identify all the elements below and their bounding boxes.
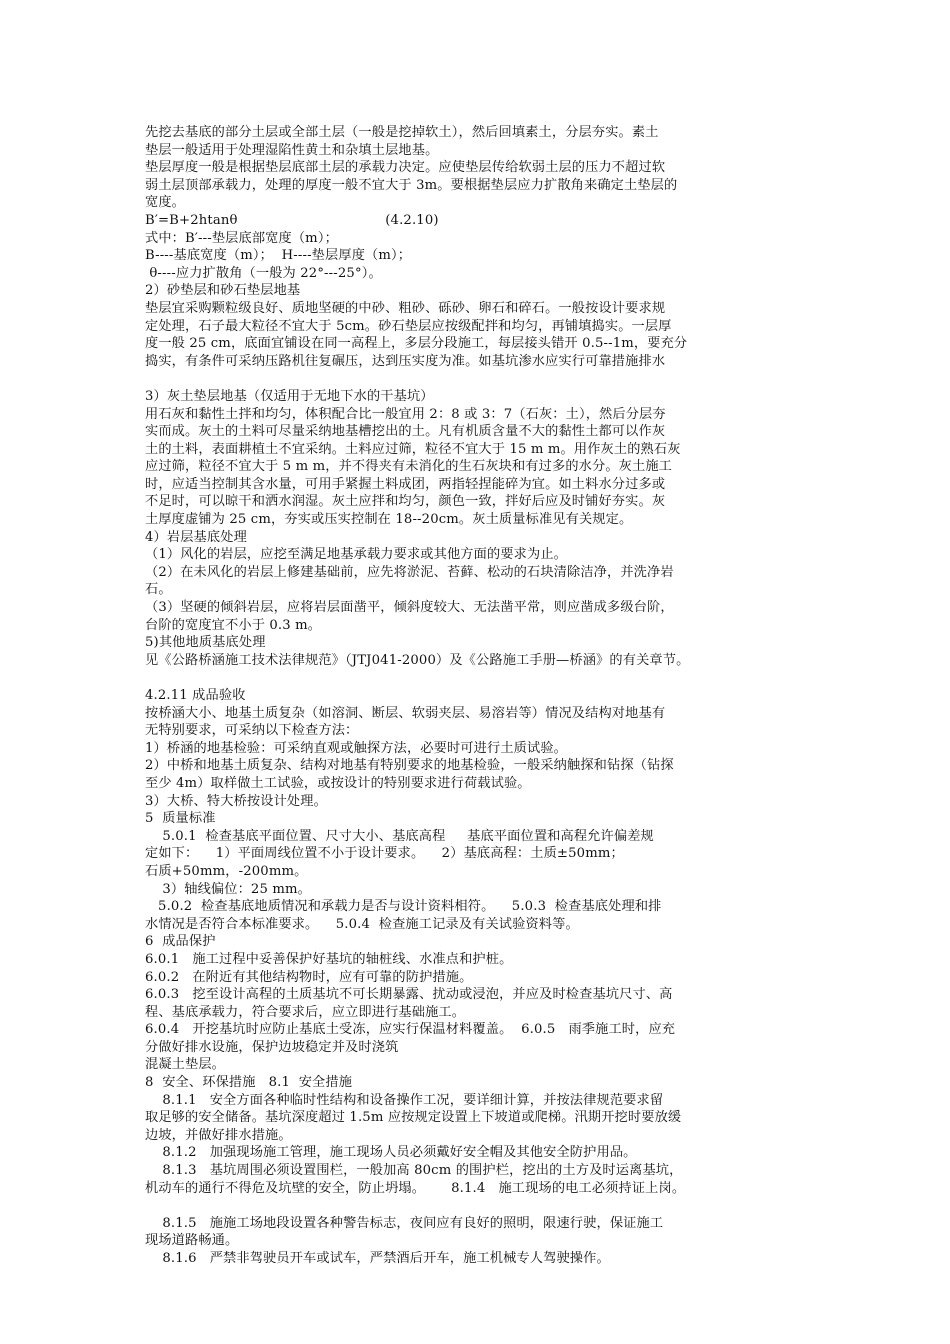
text-line: 6.0.4 开挖基坑时应防止基底土受冻，应实行保温材料覆盖。 6.0.5 雨季施工时，应充 xyxy=(145,1022,676,1038)
text-line: 石质+50mm，-200mm。 xyxy=(145,863,308,879)
text-line: 8.1.1 安全方面各种临时性结构和设备操作工况，要详细计算，并按法律规范要求留 xyxy=(145,1092,664,1108)
text-line: 1）桥涵的地基检验：可采纳直观或触探方法，必要时可进行土质试验。 xyxy=(145,740,567,756)
text-line: 8.1.5 施施工场地段设置各种警告标志，夜间应有良好的照明，限速行驶，保证施工 xyxy=(145,1215,664,1231)
text-line: 3）大桥、特大桥按设计处理。 xyxy=(145,793,327,809)
text-line: 程、基底承载力，符合要求后，应立即进行基础施工。 xyxy=(145,1004,466,1020)
text-line: 土的土料，表面耕植土不宜采纳。土料应过筛，粒径不宜大于 15 m m。用作灰土的熟石灰 xyxy=(145,441,681,457)
text-line: 边坡，并做好排水措施。 xyxy=(145,1127,292,1143)
text-line: 用石灰和黏性土拌和均匀，体积配合比一般宜用 2：8 或 3：7（石灰：土），然后分层夯 xyxy=(145,406,666,422)
text-line: 式中：B′---垫层底部宽度（m）； xyxy=(145,230,338,246)
text-line: 度一般 25 cm，底面宜铺设在同一高程上，多层分段施工，每层接头错开 0.5--1m，要充分 xyxy=(145,336,688,352)
text-line: 垫层宜采购颗粒级良好、质地坚硬的中砂、粗砂、砾砂、卵石和碎石。一般按设计要求规 xyxy=(145,300,666,316)
text-line: 4.2.11 成品验收 xyxy=(145,688,246,703)
text-line: 垫层厚度一般是根据垫层底部土层的承载力决定。应使垫层传给软弱土层的压力不超过软 xyxy=(145,160,666,176)
text-line: 6.0.2 在附近有其他结构物时，应有可靠的防护措施。 xyxy=(145,969,473,985)
text-line: 石。 xyxy=(145,582,172,598)
text-line: （1）风化的岩层，应挖至满足地基承载力要求或其他方面的要求为止。 xyxy=(145,547,567,563)
text-line: θ----应力扩散角（一般为 22°---25°）。 xyxy=(145,265,382,281)
text-line: 不足时，可以晾干和洒水润湿。灰土应拌和均匀，颜色一致，拌好后应及时铺好夯实。灰 xyxy=(145,494,666,510)
text-line: 垫层一般适用于处理湿陷性黄土和杂填土层地基。 xyxy=(145,142,439,158)
text-line: 应过筛，粒径不宜大于 5 m m，并不得夹有未消化的生石灰块和有过多的水分。灰土施工 xyxy=(145,459,673,475)
text-line: 按桥涵大小、地基土质复杂（如溶洞、断层、软弱夹层、易溶岩等）情况及结构对地基有 xyxy=(145,705,666,721)
text-line: 6.0.3 挖至设计高程的土质基坑不可长期暴露、扰动或浸泡，并应及时检查基坑尺寸、高 xyxy=(145,987,673,1003)
text-line: 捣实，有条件可采纳压路机往复碾压，达到压实度为准。如基坑渗水应实行可靠措施排水 xyxy=(145,353,666,369)
text-line: B′=B+2htanθ (4.2.10) xyxy=(145,212,439,228)
text-line: 3）灰土垫层地基（仅适用于无地下水的干基坑） xyxy=(145,388,434,404)
text-line xyxy=(145,1197,817,1215)
text-line: 4）岩层基底处理 xyxy=(145,529,247,545)
text-line: 台阶的宽度宜不小于 0.3 m。 xyxy=(145,617,322,633)
text-line: 8 安全、环保措施 8.1 安全措施 xyxy=(145,1075,353,1091)
text-line: 8.1.2 加强现场施工管理，施工现场人员必须戴好安全帽及其他安全防护用品。 xyxy=(145,1145,637,1161)
text-line: 取足够的安全储备。基坑深度超过 1.5m 应按规定设置上下坡道或爬梯。汛期开挖时要放缓 xyxy=(145,1110,682,1126)
text-line: 6 成品保护 xyxy=(145,934,216,950)
text-line: 实而成。灰土的土料可尽量采纳地基槽挖出的土。凡有机质含量不大的黏性土都可以作灰 xyxy=(145,424,666,440)
text-line: 无特别要求，可采纳以下检查方法： xyxy=(145,723,359,739)
text-line: 定处理，石子最大粒径不宜大于 5cm。砂石垫层应按级配拌和均匀，再铺填捣实。一层厚 xyxy=(145,318,672,334)
text-line: 混凝土垫层。 xyxy=(145,1057,226,1073)
text-line: 水情况是否符合本标准要求。 5.0.4 检查施工记录及有关试验资料等。 xyxy=(145,916,579,932)
text-line: 时，应适当控制其含水量，可用手紧握土料成团，两指轻捏能碎为宜。如土料水分过多或 xyxy=(145,476,666,492)
text-line: 先挖去基底的部分土层或全部土层（一般是挖掉软土），然后回填素土，分层夯实。素土 xyxy=(145,125,659,140)
text-line: 现场道路畅通。 xyxy=(145,1233,239,1249)
text-line: 土厚度虚铺为 25 cm，夯实或压实控制在 18--20cm。灰土质量标准见有关规定。 xyxy=(145,512,633,528)
text-line: 定如下： 1）平面周线位置不小于设计要求。 2）基底高程：土质±50mm； xyxy=(145,846,624,862)
text-line: 6.0.1 施工过程中妥善保护好基坑的轴桩线、水准点和护桩。 xyxy=(145,951,513,967)
text-line: 8.1.3 基坑周围必须设置围栏，一般加高 80cm 的围护栏，挖出的土方及时运离基坑， xyxy=(145,1163,683,1179)
text-line xyxy=(145,669,817,687)
text-line: （2）在未风化的岩层上修建基础前，应先将淤泥、苔藓、松动的石块清除洁净，并洗净岩 xyxy=(145,564,674,580)
text-line xyxy=(145,370,817,388)
text-line: 5.0.1 检查基底平面位置、尺寸大小、基底高程 基底平面位置和高程允许偏差规 xyxy=(145,828,654,844)
text-line: 至少 4m）取样做土工试验，或按设计的特别要求进行荷载试验。 xyxy=(145,775,531,791)
text-line: 5.0.2 检查基底地质情况和承载力是否与设计资料相符。 5.0.3 检查基底处理和排 xyxy=(145,899,662,915)
text-line: 8.1.6 严禁非驾驶员开车或试车，严禁酒后开车，施工机械专人驾驶操作。 xyxy=(145,1251,610,1266)
text-line: （3）坚硬的倾斜岩层，应将岩层面凿平，倾斜度较大、无法凿平常，则应凿成多级台阶， xyxy=(145,600,674,616)
text-line: B----基底宽度（m）； H----垫层厚度（m）； xyxy=(145,248,412,264)
text-line: 3）轴线偏位：25 mm。 xyxy=(145,881,312,897)
text-line: 2）砂垫层和砂石垫层地基 xyxy=(145,283,301,299)
text-line: 5)其他地质基底处理 xyxy=(145,635,266,651)
text-line: 机动车的通行不得危及坑壁的安全，防止坍塌。 8.1.4 施工现场的电工必须持证上岗。 xyxy=(145,1180,686,1196)
text-line: 分做好排水设施，保护边坡稳定并及时浇筑 xyxy=(145,1039,399,1055)
text-line: 宽度。 xyxy=(145,195,186,211)
text-line: 5 质量标准 xyxy=(145,811,216,827)
text-line: 弱土层顶部承载力，处理的厚度一般不宜大于 3m。要根据垫层应力扩散角来确定土垫层的 xyxy=(145,177,678,193)
document-body xyxy=(145,124,817,1268)
text-line: 2）中桥和地基土质复杂、结构对地基有特别要求的地基检验，一般采纳触探和钻探（钻探 xyxy=(145,758,674,774)
text-line: 见《公路桥涵施工技术法律规范》（JTJ041-2000）及《公路施工手册—桥涵》的有关章节。 xyxy=(145,652,690,668)
